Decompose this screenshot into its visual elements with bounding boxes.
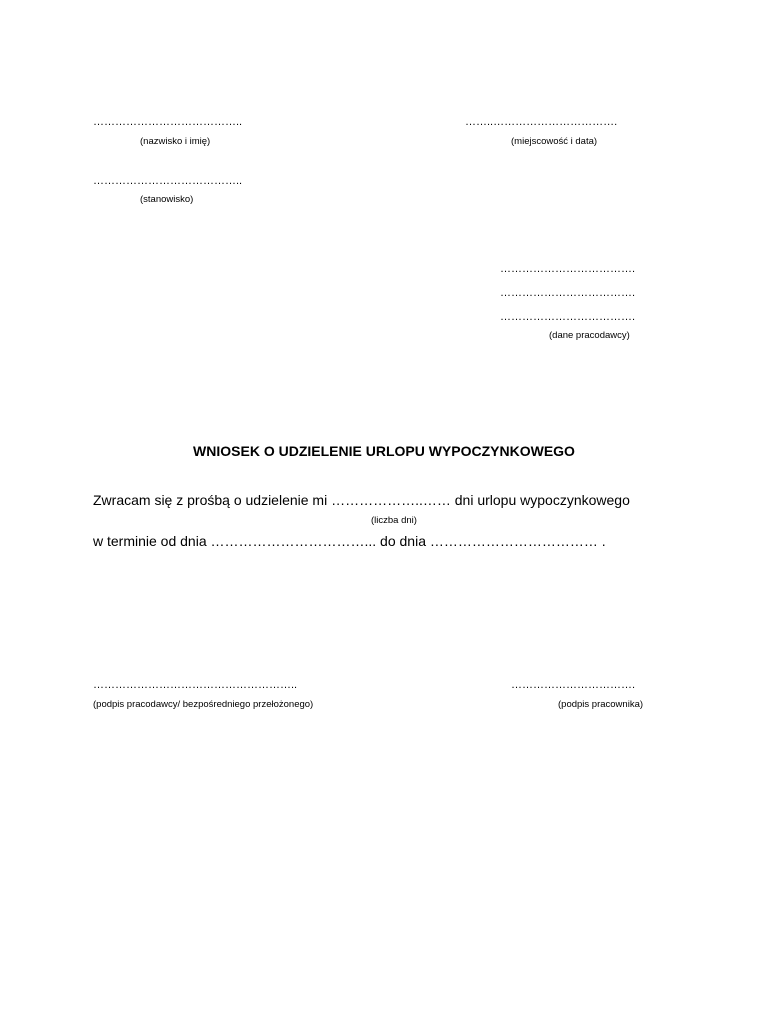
- place-date-caption: (miejscowość i data): [511, 136, 598, 147]
- name-caption: (nazwisko i imię): [140, 136, 211, 147]
- employer-line-3: ……………………………….: [500, 311, 636, 323]
- request-sentence: Zwracam się z prośbą o udzielenie mi ………………..…… dni urlopu wypoczynkowego: [93, 492, 630, 508]
- place-date-line: ……..…………………………….: [465, 116, 618, 128]
- employer-signature-caption: (podpis pracodawcy/ bezpośredniego przełożonego): [93, 699, 314, 710]
- term-sentence: w terminie od dnia ……………………………... do dnia ……………………………… .: [93, 533, 606, 549]
- employee-signature-caption: (podpis pracownika): [558, 699, 644, 710]
- employer-signature-line: ………………………………………………..: [93, 679, 298, 691]
- name-line: …………………………………..: [93, 116, 243, 128]
- employer-line-1: ……………………………….: [500, 263, 636, 275]
- position-line: …………………………………..: [93, 175, 243, 187]
- employer-caption: (dane pracodawcy): [549, 330, 630, 341]
- employee-signature-line: …………………………….: [511, 679, 636, 691]
- position-caption: (stanowisko): [140, 194, 194, 205]
- days-caption: (liczba dni): [371, 515, 417, 526]
- employer-line-2: ……………………………….: [500, 287, 636, 299]
- document-title: WNIOSEK O UDZIELENIE URLOPU WYPOCZYNKOWEGO: [193, 443, 575, 459]
